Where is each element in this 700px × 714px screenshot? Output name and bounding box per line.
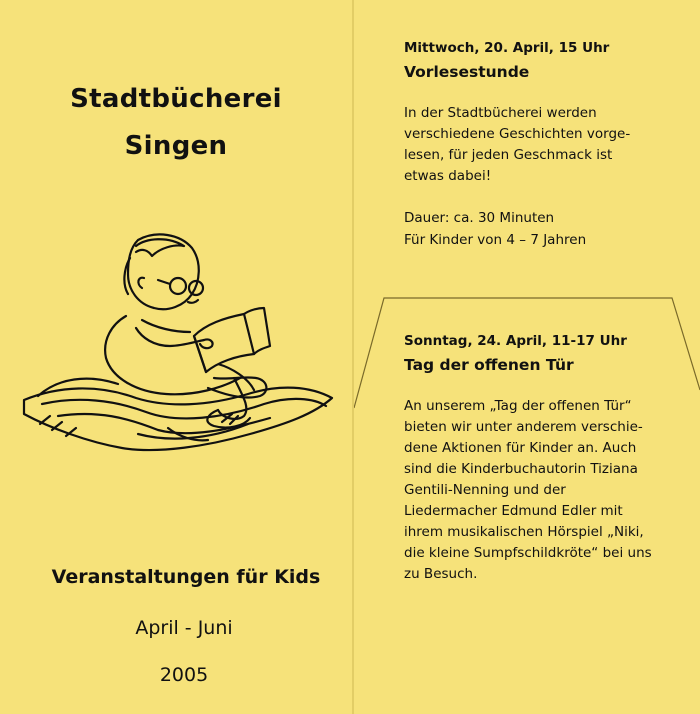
event-description-line: lesen, für jeden Geschmack ist [404, 147, 613, 163]
event-description-line: die kleine Sumpfschildkröte“ bei uns [404, 545, 652, 561]
event-description-line: etwas dabei! [404, 168, 492, 184]
event-date: Mittwoch, 20. April, 15 Uhr [404, 40, 610, 56]
events-panel [354, 0, 700, 714]
event-details [404, 207, 694, 251]
event-description-line: dene Aktionen für Kinder an. Auch [404, 440, 637, 456]
cover-period: April - Juni [135, 617, 233, 639]
event-description [404, 103, 694, 187]
event-date: Sonntag, 24. April, 11-17 Uhr [404, 333, 627, 349]
event-duration: Dauer: ca. 30 Minuten [404, 210, 555, 226]
library-name: Stadtbücherei [70, 84, 282, 114]
event-age: Für Kinder von 4 – 7 Jahren [404, 232, 587, 248]
event-card [404, 331, 694, 585]
event-description-line: bieten wir unter anderem verschie- [404, 419, 643, 435]
event-card [404, 38, 694, 251]
event-description-line: An unserem „Tag der offenen Tür“ [404, 398, 632, 414]
event-description-line: Liedermacher Edmund Edler mit [404, 503, 623, 519]
event-description [404, 396, 694, 585]
event-description-line: Gentili-Nenning und der [404, 482, 566, 498]
event-description-line: zu Besuch. [404, 566, 478, 582]
event-description-line: ihrem musikalischen Hörspiel „Niki, [404, 524, 644, 540]
event-description-line: verschiedene Geschichten vorge- [404, 126, 631, 142]
event-description-line: sind die Kinderbuchautorin Tiziana [404, 461, 638, 477]
cover-year: 2005 [159, 664, 209, 686]
event-title: Tag der offenen Tür [404, 356, 574, 374]
library-city: Singen [124, 131, 228, 161]
reading-child-illustration [18, 228, 338, 460]
event-description-line: In der Stadtbücherei werden [404, 105, 597, 121]
event-title: Vorlesestunde [404, 63, 530, 81]
cover-subtitle: Veranstaltungen für Kids [51, 566, 321, 588]
